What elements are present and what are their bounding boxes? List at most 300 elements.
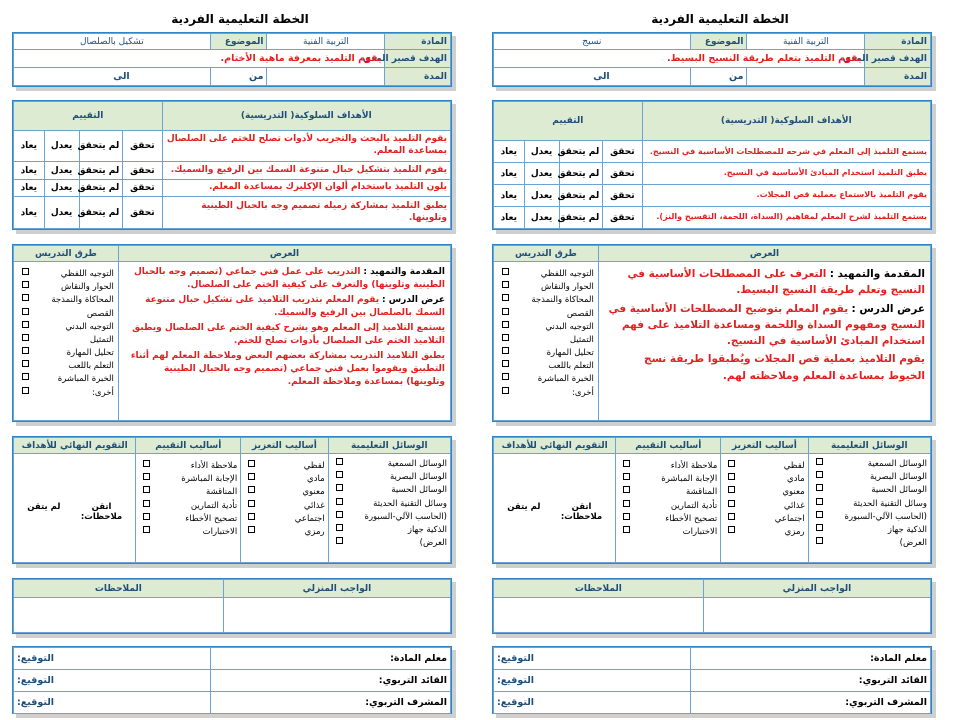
checkbox-item[interactable]	[244, 473, 324, 486]
leader-signature[interactable]: التوقيع:	[494, 670, 691, 692]
checkbox-label: تصحيح الأخطاء	[185, 513, 238, 524]
objective-row	[494, 141, 931, 163]
checkbox-label: التمثيل	[89, 334, 114, 345]
evaluation-option[interactable]: تحقق	[123, 197, 162, 229]
checkbox-label: الوسائل الحسية	[871, 485, 927, 496]
checkbox[interactable]	[816, 524, 823, 531]
objective-row	[494, 163, 931, 185]
checkbox-label: الوسائل السمعية	[387, 459, 447, 469]
checkbox-item[interactable]	[244, 486, 324, 499]
topic-label: الموضوع	[690, 34, 747, 50]
checkbox-label: العرض)	[419, 538, 447, 549]
checkbox-item[interactable]	[18, 347, 114, 360]
objectives-block	[492, 100, 932, 230]
objectives-block	[12, 100, 452, 230]
evaluation-option[interactable]: يعدل	[44, 179, 79, 197]
reinforcement-list	[724, 460, 804, 539]
evaluation-option[interactable]: تحقق	[603, 141, 642, 163]
checkbox-label: المناقشة	[206, 487, 238, 498]
checkbox-label: مادي	[307, 474, 325, 485]
objective-row	[14, 197, 451, 229]
checkbox-label: الذكية جهاز	[407, 524, 447, 535]
evaluation-option[interactable]: لم يتحقق	[79, 130, 123, 162]
topic-value[interactable]: تشكيل بالصلصال	[14, 34, 211, 50]
checkbox[interactable]	[143, 513, 150, 520]
checkbox-label: القصص	[566, 308, 594, 319]
checkbox-item[interactable]	[498, 308, 594, 321]
checkbox-item[interactable]	[812, 537, 927, 550]
checkbox-item[interactable]	[812, 458, 927, 471]
checkbox-label: الحوار والنقاش	[541, 282, 594, 293]
from-label: من	[210, 68, 267, 86]
checkbox-item[interactable]	[139, 473, 237, 486]
presentation-block	[492, 244, 932, 422]
objective-text: يقوم التلميذ بتشكيل حبال متنوعة السمك بين الرفيع والسميك.	[162, 162, 450, 180]
leader-label: القائد التربوي:	[690, 670, 930, 692]
assessment-list	[139, 460, 237, 539]
not-mastered-label: لم يتقن	[507, 502, 541, 512]
evaluation-option[interactable]: يعدل	[524, 163, 559, 185]
checkbox-item[interactable]	[244, 500, 324, 513]
checkbox[interactable]	[623, 486, 630, 493]
intro-label: المقدمة والتمهيد :	[829, 268, 925, 280]
to-label: الى	[14, 68, 211, 86]
objective-row	[494, 207, 931, 229]
evaluation-option[interactable]: تحقق	[603, 163, 642, 185]
evaluation-option[interactable]: يعاد	[14, 197, 45, 229]
checkbox[interactable]	[336, 537, 343, 544]
checkbox[interactable]	[623, 473, 630, 480]
checkbox-item[interactable]	[498, 387, 594, 400]
evaluation-option[interactable]: يعاد	[494, 207, 525, 229]
evaluation-option[interactable]: يعدل	[44, 130, 79, 162]
checkbox-item[interactable]	[724, 526, 804, 539]
checkbox-item[interactable]	[139, 513, 237, 526]
checkbox-label: معنوي	[302, 487, 325, 498]
checkbox-item[interactable]	[244, 513, 324, 526]
checkbox-item[interactable]	[498, 294, 594, 307]
notes-field[interactable]	[14, 598, 224, 633]
checkbox-label: التعلم باللعب	[68, 361, 114, 372]
evaluation-option[interactable]: لم يتحقق	[79, 179, 123, 197]
checkbox-item[interactable]	[18, 373, 114, 386]
checkbox[interactable]	[816, 498, 823, 505]
checkbox[interactable]	[728, 473, 735, 480]
checkbox-label: الحوار والنقاش	[61, 282, 114, 293]
checkbox[interactable]	[22, 321, 29, 328]
checkbox-label: المحاكاة والنمذجة	[531, 295, 594, 306]
homework-header: الواجب المنزلي	[703, 580, 930, 598]
topic-label: الموضوع	[210, 34, 267, 50]
checkbox-item[interactable]	[619, 500, 717, 513]
checkbox-item[interactable]	[332, 524, 447, 537]
objective-text: يستمع التلميذ إلى المعلم في شرحه للمصطلحات الأساسية في النسيج.	[642, 141, 930, 163]
notes-label: ملاحظات:	[80, 512, 123, 522]
notes-field[interactable]	[494, 598, 704, 633]
not-mastered-label: لم يتقن	[27, 502, 61, 512]
lesson-paragraph: يطبق التلاميذ التدريب بمشاركة بعضهم البعض وملاحظة المعلم لهم أثناء التطبيق ويقوموا بعمل فني جماعي (تصميم وجه بالحبال الطينية وتلوينها) بمساعدة وملاحظة المعلم.	[130, 351, 445, 388]
homework-header: الواجب المنزلي	[223, 580, 450, 598]
checkbox-item[interactable]	[332, 537, 447, 550]
checkbox[interactable]	[816, 484, 823, 491]
checkbox-label: الاختبارات	[202, 526, 238, 537]
checkbox-label: غذائي	[303, 500, 325, 511]
teacher-signature[interactable]: التوقيع:	[494, 648, 691, 670]
checkbox-item[interactable]	[724, 486, 804, 499]
checkbox[interactable]	[248, 513, 255, 520]
reinforcement-header: أساليب التعزيز	[721, 438, 808, 454]
homework-field[interactable]	[703, 598, 930, 633]
checkbox-item[interactable]	[18, 281, 114, 294]
checkbox[interactable]	[248, 500, 255, 507]
checkbox-label: تأدية التمارين	[670, 500, 718, 511]
evaluation-option[interactable]: تحقق	[603, 207, 642, 229]
checkbox-label: الخبرة المباشرة	[57, 374, 114, 385]
page-title: الخطة التعليمية الفردية	[651, 12, 789, 26]
methods-list	[18, 268, 114, 400]
checkbox-label: تصحيح الأخطاء	[665, 513, 718, 524]
checkbox-item[interactable]	[18, 360, 114, 373]
checkbox-item[interactable]	[724, 460, 804, 473]
checkbox-item[interactable]	[498, 281, 594, 294]
checkbox-label: ملاحظة الأداء	[190, 461, 238, 471]
checkbox-label: المحاكاة والنمذجة	[51, 295, 114, 306]
checkbox-label: الوسائل الحسية	[391, 485, 447, 496]
lesson-label: عرض الدرس :	[382, 295, 445, 306]
supervisor-signature[interactable]: التوقيع:	[494, 692, 691, 714]
assessment-block	[12, 436, 452, 564]
checkbox[interactable]	[502, 347, 509, 354]
short-goal-value[interactable]: يقوم التلميذ بتعلم طريقة النسيج البسيط.	[494, 50, 865, 68]
checkbox-item[interactable]	[812, 484, 927, 497]
short-goal-label: الهدف قصير المدى	[385, 50, 451, 68]
checkbox-item[interactable]	[498, 360, 594, 373]
supervisor-signature[interactable]: التوقيع:	[14, 692, 211, 714]
page-title: الخطة التعليمية الفردية	[171, 12, 309, 26]
topic-value[interactable]: نسيج	[494, 34, 691, 50]
checkbox-item[interactable]	[812, 498, 927, 511]
checkbox-item[interactable]	[498, 334, 594, 347]
aids-header: الوسائل التعليمية	[808, 438, 930, 454]
lesson-label: عرض الدرس :	[851, 302, 925, 315]
checkbox[interactable]	[728, 513, 735, 520]
evaluation-option[interactable]: لم يتحقق	[79, 162, 123, 180]
subject-value[interactable]: التربية الفنية	[267, 34, 385, 50]
checkbox-label: مادي	[787, 474, 805, 485]
checkbox[interactable]	[502, 321, 509, 328]
checkbox[interactable]	[623, 500, 630, 507]
checkbox-label: الإجابة المباشرة	[661, 474, 718, 485]
evaluation-option[interactable]: يعاد	[14, 130, 45, 162]
checkbox[interactable]	[336, 458, 343, 465]
checkbox[interactable]	[248, 460, 255, 467]
objective-row	[14, 179, 451, 197]
checkbox[interactable]	[143, 486, 150, 493]
final-evaluation-header: التقويم النهائي للأهداف	[14, 438, 136, 454]
checkbox-item[interactable]	[139, 460, 237, 473]
evaluation-option[interactable]: لم يتحقق	[559, 185, 603, 207]
checkbox[interactable]	[816, 458, 823, 465]
evaluation-option[interactable]: يعدل	[524, 185, 559, 207]
reinforcement-list	[244, 460, 324, 539]
checkbox[interactable]	[502, 334, 509, 341]
checkbox-label: الوسائل البصرية	[389, 472, 447, 483]
subject-label: المادة	[385, 34, 451, 50]
evaluation-option[interactable]: يعاد	[494, 163, 525, 185]
checkbox-label: التوجيه اللفظي	[540, 269, 594, 279]
evaluation-option[interactable]: يعاد	[14, 179, 45, 197]
checkbox-item[interactable]	[18, 294, 114, 307]
reinforcement-header: أساليب التعزيز	[241, 438, 328, 454]
checkbox-item[interactable]	[498, 321, 594, 334]
evaluation-option[interactable]: يعدل	[524, 141, 559, 163]
evaluation-header: التقييم	[494, 102, 643, 141]
objectives-header: الأهداف السلوكية( التدريسية)	[162, 102, 450, 131]
checkbox[interactable]	[22, 360, 29, 367]
checkbox-label: الوسائل السمعية	[867, 459, 927, 469]
checkbox[interactable]	[623, 460, 630, 467]
checkbox-label: لفظي	[783, 461, 805, 471]
checkbox-item[interactable]	[18, 308, 114, 321]
checkbox[interactable]	[143, 460, 150, 467]
checkbox[interactable]	[22, 347, 29, 354]
checkbox-item[interactable]	[619, 473, 717, 486]
checkbox-label: المناقشة	[686, 487, 718, 498]
checkbox[interactable]	[22, 334, 29, 341]
checkbox-label: الاختبارات	[682, 526, 718, 537]
evaluation-option[interactable]: لم يتحقق	[559, 207, 603, 229]
checkbox[interactable]	[816, 471, 823, 478]
short-goal-value[interactable]: يقوم التلميذ بمعرفة ماهية الأختام.	[14, 50, 385, 68]
checkbox-item[interactable]	[332, 484, 447, 497]
checkbox-item[interactable]	[18, 334, 114, 347]
checkbox[interactable]	[816, 537, 823, 544]
checkbox[interactable]	[143, 473, 150, 480]
checkbox[interactable]	[728, 460, 735, 467]
checkbox-item[interactable]	[619, 513, 717, 526]
checkbox[interactable]	[22, 268, 29, 275]
duration-field[interactable]	[747, 68, 865, 86]
final-evaluation-header: التقويم النهائي للأهداف	[494, 438, 616, 454]
checkbox-item[interactable]	[812, 511, 927, 524]
checkbox-item[interactable]	[498, 347, 594, 360]
checkbox[interactable]	[336, 471, 343, 478]
checkbox[interactable]	[502, 268, 509, 275]
assessment-block	[492, 436, 932, 564]
evaluation-option[interactable]: تحقق	[123, 130, 162, 162]
evaluation-option[interactable]: تحقق	[123, 162, 162, 180]
checkbox-item[interactable]	[139, 526, 237, 539]
notes-label: ملاحظات:	[560, 512, 603, 522]
checkbox[interactable]	[623, 526, 630, 533]
evaluation-option[interactable]: تحقق	[123, 179, 162, 197]
checkbox[interactable]	[502, 373, 509, 380]
checkbox-item[interactable]	[812, 524, 927, 537]
objectives-header: الأهداف السلوكية( التدريسية)	[642, 102, 930, 141]
evaluation-option[interactable]: يعاد	[14, 162, 45, 180]
checkbox[interactable]	[143, 500, 150, 507]
evaluation-option[interactable]: يعاد	[494, 141, 525, 163]
objective-text: يلون التلميذ باستخدام ألوان الإكليرك بمساعدة المعلم.	[162, 179, 450, 197]
checkbox-item[interactable]	[18, 268, 114, 281]
lesson-paragraph: يستمع التلاميذ إلى المعلم وهو يشرح كيفية الختم على الصلصال ويطبق التلاميذ الختم على الصلصال بأدوات تصلح للختم.	[132, 323, 445, 347]
header-info-block	[12, 32, 452, 87]
objective-text: يطبق التلميذ استخدام المبادئ الأساسية في النسيج.	[642, 163, 930, 185]
checkbox-item[interactable]	[724, 513, 804, 526]
assessment-list	[619, 460, 717, 539]
checkbox-item[interactable]	[812, 471, 927, 484]
checkbox[interactable]	[816, 511, 823, 518]
checkbox[interactable]	[336, 484, 343, 491]
checkbox-item[interactable]	[244, 526, 324, 539]
checkbox-label: معنوي	[782, 487, 805, 498]
supervisor-label: المشرف التربوي:	[690, 692, 930, 714]
objective-row	[14, 130, 451, 162]
intro-text: التعرف على المصطلحات الأساسية في النسيج وتعلم طريقة النسيج البسيط.	[627, 268, 925, 297]
checkbox[interactable]	[502, 387, 509, 394]
short-goal-label: الهدف قصير المدى	[865, 50, 931, 68]
notes-header: الملاحظات	[494, 580, 704, 598]
evaluation-option[interactable]: لم يتحقق	[559, 163, 603, 185]
checkbox-label: رمزي	[784, 526, 805, 537]
homework-field[interactable]	[223, 598, 450, 633]
checkbox-label: التعلم باللعب	[548, 361, 594, 372]
checkbox-item[interactable]	[498, 268, 594, 281]
presentation-header: العرض	[118, 246, 450, 262]
checkbox-item[interactable]	[724, 473, 804, 486]
checkbox[interactable]	[502, 281, 509, 288]
leader-signature[interactable]: التوقيع:	[14, 670, 211, 692]
checkbox-item[interactable]	[332, 471, 447, 484]
checkbox[interactable]	[22, 373, 29, 380]
checkbox-item[interactable]	[18, 387, 114, 400]
presentation-header: العرض	[598, 246, 930, 262]
checkbox[interactable]	[248, 473, 255, 480]
intro-text: التدريب على عمل فني جماعي (تصميم وجه بالحبال الطينية وتلوينها) والتعرف على كيفية الختم على الصلصال.	[133, 267, 445, 291]
objective-text: يقوم التلميذ بالاستماع بعملية قص المجلات.	[642, 185, 930, 207]
checkbox[interactable]	[22, 294, 29, 301]
supervisor-label: المشرف التربوي:	[210, 692, 450, 714]
checkbox-item[interactable]	[139, 486, 237, 499]
methods-header: طرق التدريس	[494, 246, 599, 262]
assessment-header: أساليب التقييم	[616, 438, 721, 454]
to-label: الى	[494, 68, 691, 86]
checkbox-label: الخبرة المباشرة	[537, 374, 594, 385]
checkbox-label: الإجابة المباشرة	[181, 474, 238, 485]
checkbox-label: رمزي	[304, 526, 325, 537]
checkbox-item[interactable]	[498, 373, 594, 386]
checkbox-item[interactable]	[332, 458, 447, 471]
checkbox-label: تأدية التمارين	[190, 500, 238, 511]
methods-header: طرق التدريس	[14, 246, 119, 262]
checkbox[interactable]	[22, 281, 29, 288]
checkbox-label: التوجيه اللفظي	[60, 269, 114, 279]
checkbox-label: وسائل التقنية الحديثة	[853, 498, 927, 509]
leader-label: القائد التربوي:	[210, 670, 450, 692]
evaluation-option[interactable]: تحقق	[603, 185, 642, 207]
checkbox-label: وسائل التقنية الحديثة	[373, 498, 447, 509]
evaluation-option[interactable]: يعاد	[494, 185, 525, 207]
checkbox-label: التمثيل	[569, 334, 594, 345]
checkbox[interactable]	[728, 500, 735, 507]
objective-text: يطبق التلميذ بمشاركة زميله تصميم وجه بالحبال الطينية وتلوينها.	[162, 197, 450, 229]
objective-text: يستمع التلميذ لشرح المعلم لمفاهيم (السداة، اللحمة، التقسيح والنز).	[642, 207, 930, 229]
evaluation-header: التقييم	[14, 102, 163, 131]
checkbox-label: أخرى:	[92, 387, 114, 398]
assessment-header: أساليب التقييم	[136, 438, 241, 454]
checkbox[interactable]	[728, 526, 735, 533]
checkbox-label: الوسائل البصرية	[869, 472, 927, 483]
evaluation-option[interactable]: لم يتحقق	[79, 197, 123, 229]
checkbox[interactable]	[336, 498, 343, 505]
checkbox[interactable]	[502, 308, 509, 315]
checkbox[interactable]	[248, 486, 255, 493]
lesson-text: يقوم المعلم بتوضيح المصطلحات الأساسية في النسيج ومفهوم السداة واللحمة ومساعدة التلاميذ على فهم استخدام المبادئ الأساسية في النسيج.	[608, 302, 925, 348]
duration-label: المدة	[385, 68, 451, 86]
checkbox-label: تحليل المهارة	[66, 348, 114, 359]
subject-label: المادة	[865, 34, 931, 50]
evaluation-option[interactable]: يعدل	[44, 162, 79, 180]
notes-header: الملاحظات	[14, 580, 224, 598]
teacher-label: معلم المادة:	[210, 648, 450, 670]
subject-value[interactable]: التربية الفنية	[747, 34, 865, 50]
checkbox-label: غذائي	[783, 500, 805, 511]
checkbox-item[interactable]	[244, 460, 324, 473]
checkbox[interactable]	[728, 486, 735, 493]
checkbox-item[interactable]	[332, 498, 447, 511]
lesson-text: يقوم المعلم بتدريب التلاميذ على تشكيل حبال متنوعة السمك بالصلصال بين الرفيع والسميك.	[145, 295, 445, 319]
checkbox-label: العرض)	[899, 538, 927, 549]
checkbox-label: تحليل المهارة	[546, 348, 594, 359]
checkbox-item[interactable]	[332, 511, 447, 524]
checkbox[interactable]	[336, 524, 343, 531]
checkbox-label: أخرى:	[572, 387, 594, 398]
aids-list	[812, 458, 927, 550]
checkbox[interactable]	[502, 294, 509, 301]
checkbox[interactable]	[248, 526, 255, 533]
evaluation-option[interactable]: لم يتحقق	[559, 141, 603, 163]
checkbox-item[interactable]	[139, 500, 237, 513]
checkbox[interactable]	[502, 360, 509, 367]
mastered-label: اتقن	[91, 502, 112, 512]
checkbox[interactable]	[336, 511, 343, 518]
checkbox[interactable]	[22, 308, 29, 315]
checkbox-item[interactable]	[18, 321, 114, 334]
checkbox-item[interactable]	[619, 526, 717, 539]
checkbox-item[interactable]	[724, 500, 804, 513]
checkbox-label: التوجيه البدني	[65, 321, 114, 332]
checkbox-label: (الحاسب الآلي-السبورة	[364, 511, 447, 522]
checkbox-label: اجتماعي	[294, 513, 325, 524]
teacher-signature[interactable]: التوقيع:	[14, 648, 211, 670]
plan-page-left	[8, 4, 472, 718]
presentation-block	[12, 244, 452, 422]
presentation-content	[118, 262, 450, 421]
evaluation-option[interactable]: يعدل	[44, 197, 79, 229]
presentation-content	[598, 262, 930, 421]
methods-list	[498, 268, 594, 400]
evaluation-option[interactable]: يعدل	[524, 207, 559, 229]
checkbox-item[interactable]	[619, 460, 717, 473]
aids-list	[332, 458, 447, 550]
duration-field[interactable]	[267, 68, 385, 86]
checkbox[interactable]	[143, 526, 150, 533]
signature-block	[12, 646, 452, 714]
checkbox[interactable]	[623, 513, 630, 520]
objective-text: يقوم التلميذ بالبحث والتجريب لأدوات تصلح للختم على الصلصال بمساعدة المعلم.	[162, 130, 450, 162]
checkbox-item[interactable]	[619, 486, 717, 499]
checkbox[interactable]	[22, 387, 29, 394]
